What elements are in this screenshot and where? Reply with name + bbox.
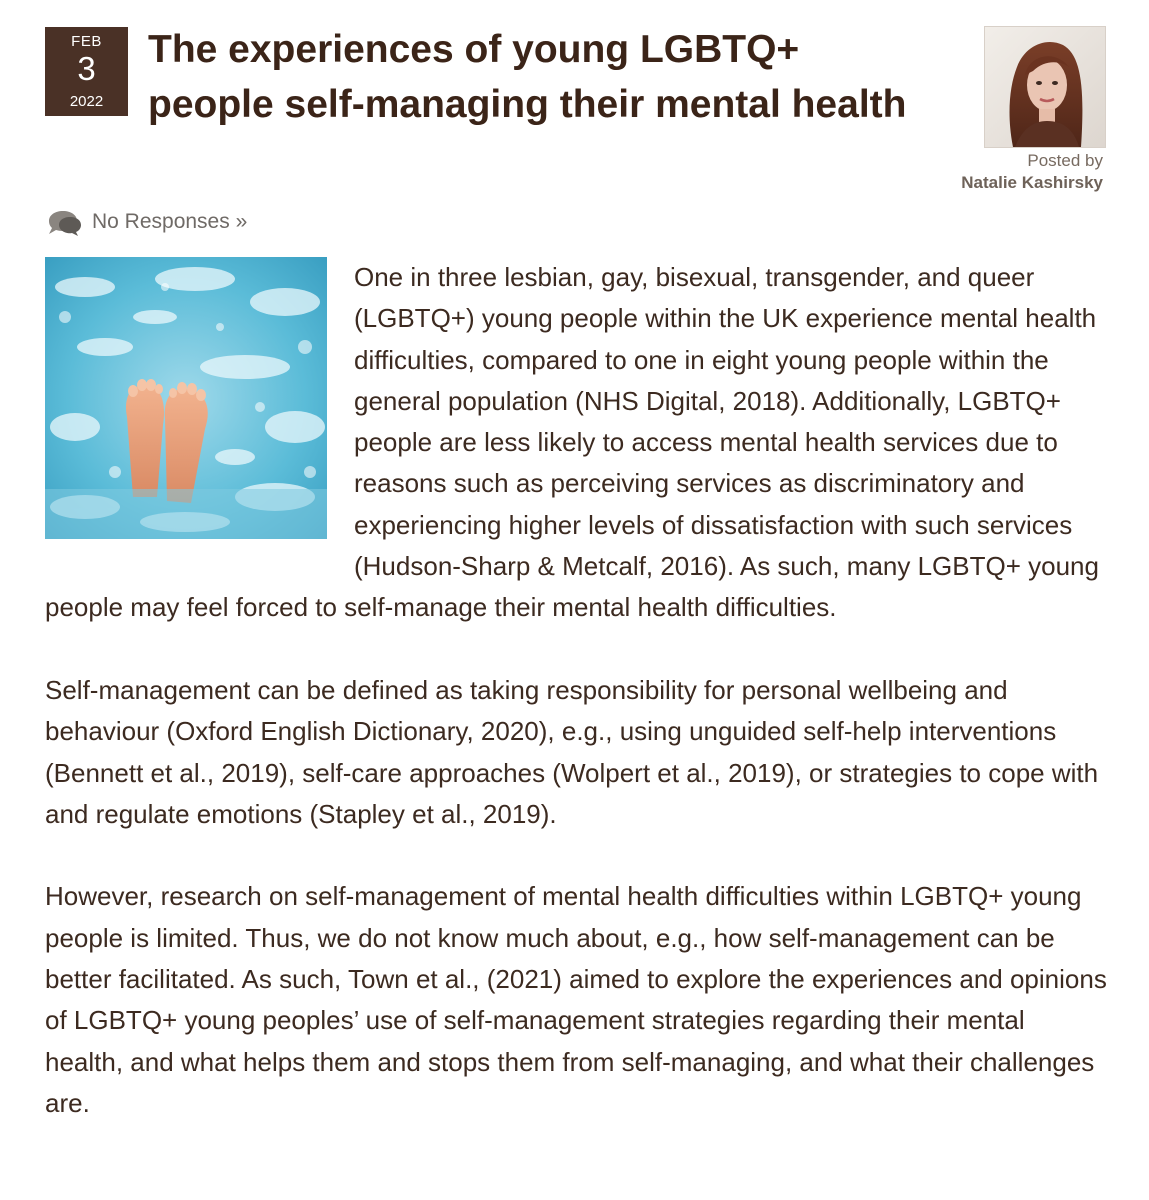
responses-label: No Responses » <box>92 210 248 233</box>
paragraph-self-management: Self-management can be defined as taking responsibility for personal wellbeing and behaviour (Oxford English Dictionary, 2020), e.g., using unguided self-help interventions (Bennett et al., 2019), self-care approaches (Wolpert et al., 2019), or strategies to cope with and regulate emotions (Stapley et al., 2019). <box>45 674 1099 829</box>
article-body <box>45 257 1107 1124</box>
speech-bubbles-icon <box>45 207 82 237</box>
date-month: FEB <box>71 33 102 50</box>
author-portrait-image <box>985 27 1105 147</box>
date-day: 3 <box>77 50 96 87</box>
author-avatar[interactable] <box>984 26 1106 148</box>
paragraph-intro: One in three lesbian, gay, bisexual, transgender, and queer (LGBTQ+) young people within the UK experience mental health difficulties, compared to one in eight young people within the general population (NHS Digital, 2018). Additionally, LGBTQ+ people are less likely to access mental health services due to reasons such as perceiving services as discriminatory and experiencing higher levels of dissatisfaction with such services (Hudson-Sharp & Metcalf, 2016). As such, many LGBTQ+ young people may feel forced to self-manage their mental health difficulties. <box>45 262 1099 623</box>
date-year: 2022 <box>69 93 104 110</box>
responses-link[interactable] <box>45 207 247 237</box>
post-title[interactable]: The experiences of young LGBTQ+ people self-managing their mental health <box>148 28 907 126</box>
posted-by <box>961 150 1103 194</box>
posted-by-label: Posted by <box>1027 151 1103 170</box>
author-name-link[interactable]: Natalie Kashirsky <box>961 173 1103 192</box>
paragraph-research: However, research on self-management of mental health difficulties within LGBTQ+ young people is limited. Thus, we do not know much about, e.g., how self-management can be better facilitated. As such, Town et al., (2021) aimed to explore the experiences and opinions of LGBTQ+ young peoples’ use of self-management strategies regarding their mental health, and what helps them and stops them from self-managing, and what their challenges are. <box>45 881 1107 1118</box>
image-float-spacer <box>45 257 327 553</box>
post-date-badge <box>45 27 128 116</box>
